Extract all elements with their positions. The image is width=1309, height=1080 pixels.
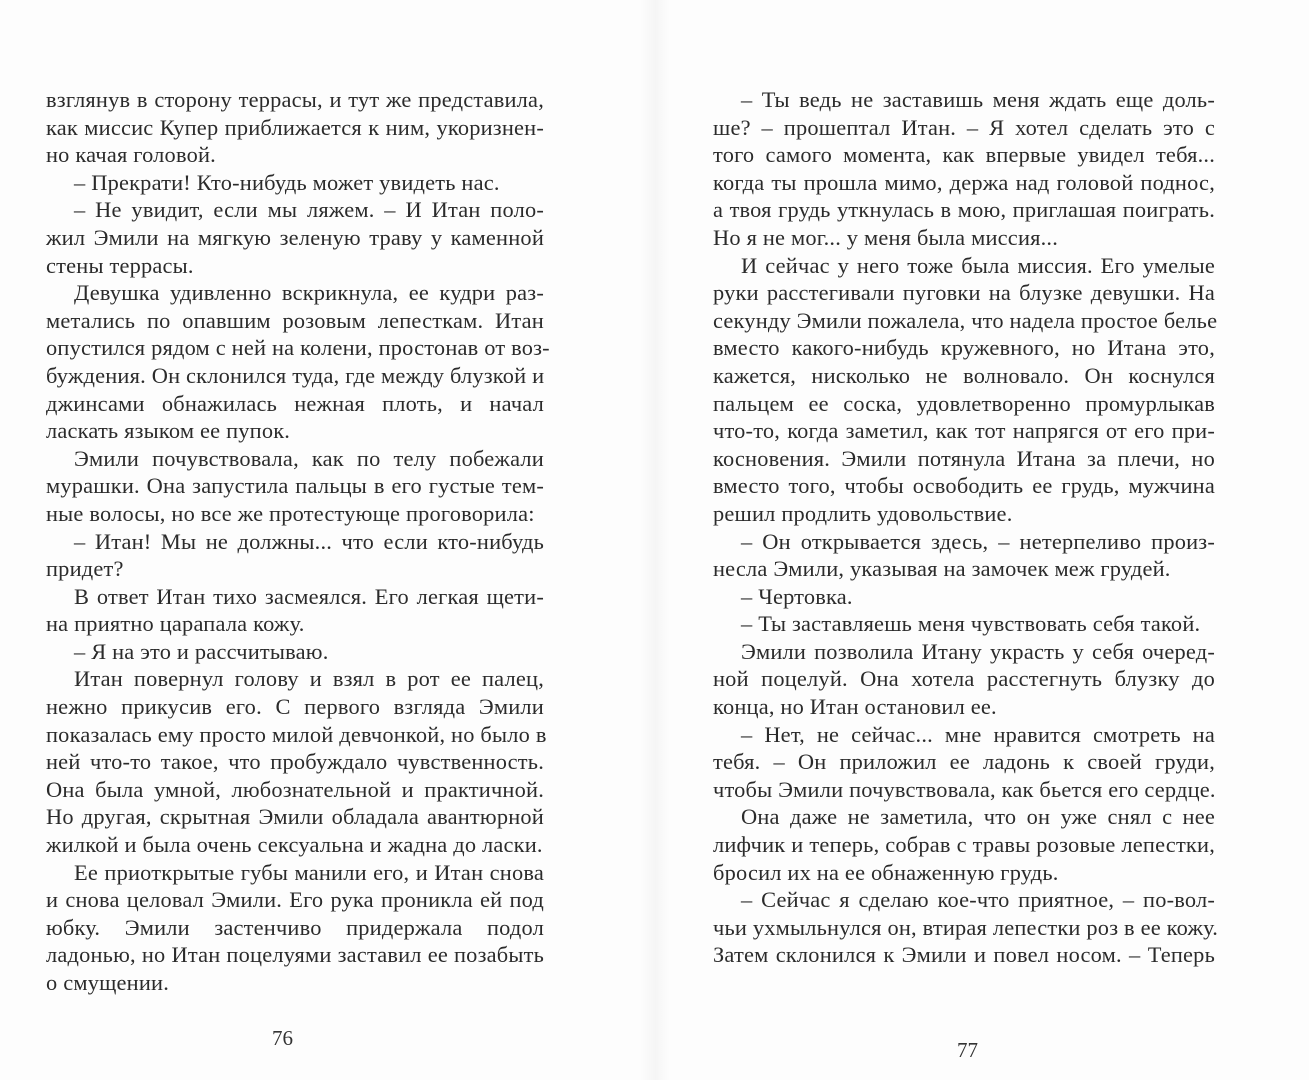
text-line: придет? <box>46 556 124 582</box>
text-line: лифчик и теперь, собрав с травы розовые лепестки, <box>713 832 1215 858</box>
text-line: решил продлить удовольствие. <box>713 500 1013 526</box>
text-line: ласкать языком ее пупок. <box>46 418 291 444</box>
text-line: – Ты заставляешь меня чувствовать себя такой. <box>741 611 1201 637</box>
text-line: – Ты ведь не заставишь меня ждать еще доль- <box>741 87 1215 112</box>
text-line: секунду Эмили пожалела, что надела простое белье <box>713 307 1218 333</box>
text-line: Но я не мог... у меня была миссия... <box>713 224 1059 250</box>
text-line: буждения. Он склонился туда, где между блузкой и <box>46 362 545 388</box>
text-line: мурашки. Она запустила пальцы в его густые тем- <box>46 473 544 499</box>
text-line: джинсами обнажилась нежная плоть, и начал <box>46 390 544 416</box>
text-line: ладонью, но Итан поцелуями заставил ее позабыть <box>46 942 544 968</box>
text-line: жил Эмили на мягкую зеленую траву у каменной <box>46 224 544 250</box>
text-line: когда ты прошла мимо, держа над головой поднос, <box>713 169 1215 195</box>
text-line: того самого момента, как впервые увидел тебя... <box>713 142 1215 168</box>
text-line: тебя. – Он приложил ее ладонь к своей груди, <box>713 749 1215 775</box>
text-line: стены террасы. <box>46 252 194 278</box>
text-line: как миссис Купер приближается к ним, укоризнен- <box>46 114 544 140</box>
right-page-text <box>713 86 1219 969</box>
text-line: И сейчас у него тоже была миссия. Его умелые <box>741 252 1215 278</box>
text-line: – Нет, не сейчас... мне нравится смотреть на <box>741 721 1215 747</box>
text-line: чьи ухмыльнулся он, втирая лепестки роз в ее кожу. <box>713 914 1219 940</box>
text-line: Ее приоткрытые губы манили его, и Итан снова <box>74 859 544 885</box>
text-line: показалась ему просто милой девчонкой, но было в <box>46 721 547 747</box>
gutter-shadow <box>640 0 670 1080</box>
text-line: В ответ Итан тихо засмеялся. Его легкая щети- <box>74 583 544 609</box>
left-page-text <box>46 86 550 997</box>
text-line: вместо какого-нибудь кружевного, но Итана это, <box>713 335 1215 361</box>
text-line: нежно прикусив его. С первого взгляда Эмили <box>46 694 544 720</box>
text-line: вместо того, чтобы освободить ее грудь, мужчина <box>713 473 1215 499</box>
text-line: – Чертовка. <box>741 583 853 609</box>
text-line: и снова целовал Эмили. Его рука проникла ей под <box>46 887 544 913</box>
text-line: о смущении. <box>46 970 170 995</box>
text-line: чтобы Эмили почувствовала, как бьется его сердце. <box>713 776 1216 802</box>
text-line: Эмили почувствовала, как по телу побежали <box>74 445 544 471</box>
text-line: жилкой и была очень сексуальна и жадна до ласки. <box>46 832 543 858</box>
text-line: бросил их на ее обнаженную грудь. <box>713 859 1059 885</box>
text-line: – Он открывается здесь, – нетерпеливо произ- <box>741 528 1215 554</box>
text-line: Но другая, скрытная Эмили обладала авантюрной <box>46 804 544 830</box>
text-line: опустился рядом с ней на колени, простонав от воз- <box>46 335 550 361</box>
text-line: Она была умной, любознательной и практичной. <box>46 776 544 802</box>
text-line: Затем склонился к Эмили и повел носом. – Теперь <box>713 942 1215 968</box>
text-line: Эмили позволила Итану украсть у себя очеред- <box>741 638 1215 664</box>
text-line: пальцем ее соска, удовлетворенно промурлыкав <box>713 390 1215 416</box>
text-line: но качая головой. <box>46 142 216 168</box>
text-line: – Сейчас я сделаю кое-что приятное, – по-вол- <box>741 887 1215 913</box>
page-number-right: 77 <box>957 1038 978 1062</box>
text-line: что-то, когда заметил, как тот напрягся от его при- <box>713 418 1215 444</box>
text-line: юбку. Эмили застенчиво придержала подол <box>46 914 544 940</box>
text-line: Она даже не заметила, что он уже снял с нее <box>741 804 1215 830</box>
text-line: – Я на это и рассчитываю. <box>74 638 329 664</box>
text-line: ные волосы, но все же протестующе проговорила: <box>46 500 535 526</box>
text-line: Итан повернул голову и взял в рот ее палец, <box>74 666 544 692</box>
text-line: косновения. Эмили потянула Итана за плечи, но <box>713 445 1215 471</box>
text-line: ней что-то такое, что пробуждало чувственность. <box>46 749 544 775</box>
text-line: Девушка удивленно вскрикнула, ее кудри раз- <box>74 280 544 306</box>
text-line: – Не увидит, если мы ляжем. – И Итан поло- <box>74 197 544 223</box>
page-number-left: 76 <box>272 1026 293 1050</box>
text-line: взглянув в сторону террасы, и тут же представила, <box>46 87 544 112</box>
text-line: несла Эмили, указывая на замочек меж грудей. <box>713 556 1171 582</box>
text-line: конца, но Итан остановил ее. <box>713 694 997 720</box>
text-line: на приятно царапала кожу. <box>46 611 305 637</box>
text-line: а твоя грудь уткнулась в мою, приглашая поиграть. <box>713 197 1215 223</box>
text-line: ной поцелуй. Она хотела расстегнуть блузку до <box>713 666 1215 692</box>
text-line: – Итан! Мы не должны... что если кто-нибудь <box>74 528 544 554</box>
text-line: – Прекрати! Кто-нибудь может увидеть нас. <box>74 169 500 195</box>
text-line: ше? – прошептал Итан. – Я хотел сделать это с <box>713 114 1215 140</box>
text-line: кажется, нисколько не волновало. Он коснулся <box>713 362 1215 388</box>
text-line: метались по опавшим розовым лепесткам. Итан <box>46 307 544 333</box>
text-line: руки расстегивали пуговки на блузке девушки. На <box>713 280 1215 306</box>
